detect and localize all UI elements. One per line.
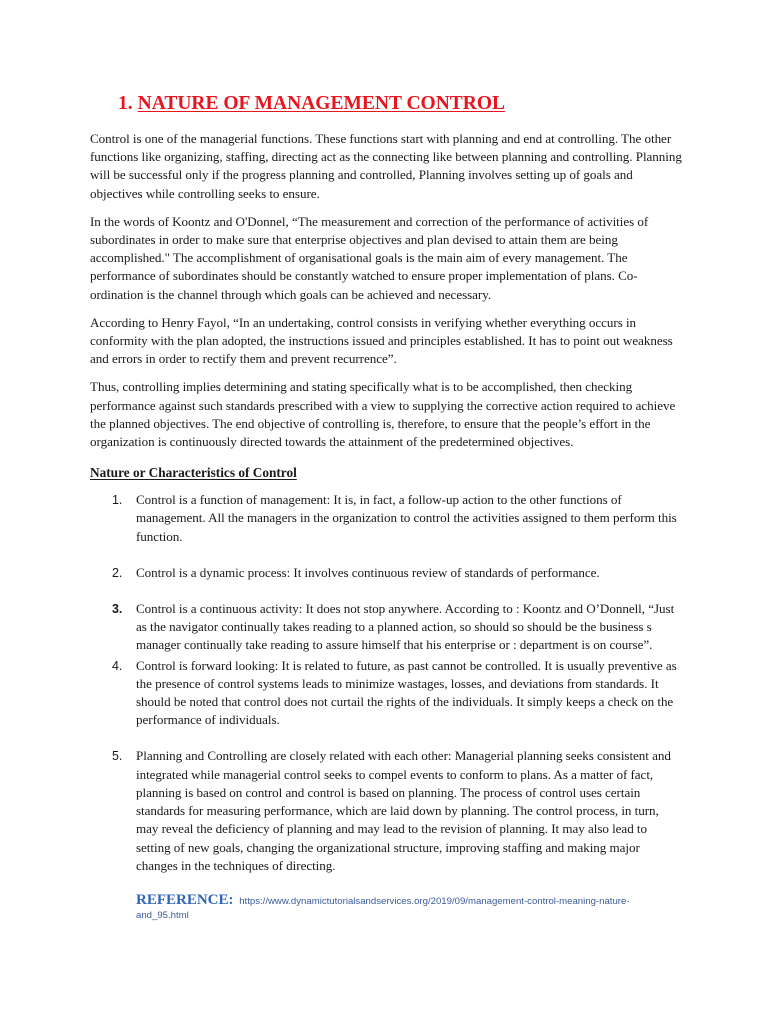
list-item-text: Control is forward looking: It is related to future, as past cannot be controlled. It is usually preventive as the presence of control systems leads to minimize wastages, losses, and deviations from standards. It should be noted that control does not curtail the rights of the individuals. It simply keeps a check on the performance of individuals.: [136, 657, 677, 728]
list-item-number: 4.: [112, 658, 123, 673]
list-item: [90, 564, 682, 582]
list-item: [90, 747, 682, 874]
section-number: 1.: [118, 93, 133, 114]
subheading: Nature or Characteristics of Control: [90, 465, 297, 481]
paragraph-fayol: According to Henry Fayol, “In an undertaking, control consists in verifying whether everything occurs in conformity with the plan adopted, the instructions issued and principles established. It has to point out weakness and errors in order to rectify them and prevent recurrence”.: [90, 314, 673, 367]
paragraph-koontz: In the words of Koontz and O'Donnel, “The measurement and correction of the performance of activities of subordinates in order to make sure that enterprise objectives and plan devised to attain them are being accomplished." The accomplishment of organisational goals is the main aim of every management. The performance of subordinates should be constantly watched to ensure proper implementation of plans. Co-ordination is the channel through which goals can be achieved and necessary.: [90, 213, 649, 302]
list-item-number: 3.: [112, 602, 123, 617]
list-item-text: Control is a dynamic process: It involves continuous review of standards of performance.: [136, 564, 600, 580]
list-item-text: Control is a function of management: It is, in fact, a follow-up action to the other functions of management. All the managers in the organization to control the activities assigned to them perform this function.: [136, 492, 677, 544]
list-item-text: Control is a continuous activity: It does not stop anywhere. According to : Koontz and O’Donnell, “Just as the navigator continually takes reading to a planned action, so should so should be the business s manager continually take reading to assure himself that his enterprise or : department is on course”.: [136, 601, 675, 653]
list-item-number: 2.: [112, 565, 123, 580]
characteristics-list: [90, 491, 682, 875]
list-item: [90, 657, 682, 730]
paragraph-intro: Control is one of the managerial functions. These functions start with planning and end at controlling. The other functions like organizing, staffing, directing act as the connecting like between planning and controlling. Planning will be successful only if the progress planning and controlled, Planning involves setting up of goals and objectives while controlling seeks to ensure.: [90, 131, 682, 201]
section-heading: [118, 92, 682, 116]
list-item: [90, 491, 682, 546]
reference-label: REFERENCE:: [136, 891, 234, 908]
list-item-number: 5.: [112, 749, 123, 764]
list-item-text: Planning and Controlling are closely related with each other: Managerial planning seeks consistent and integrated while managerial control seeks to compel events to conform to plans. As a matter of fact, planning is based on control and control is based on planning. The process of control uses certain standards for measuring performance, which are laid down by planning. The control process, in turn, may reveal the deficiency of planning and may lead to the revision of planning. It may also lead to setting of new goals, changing the organizational structure, improving staffing and making major changes in the techniques of directing.: [136, 748, 671, 873]
reference-link[interactable]: https://www.dynamictutorialsandservices.org/2019/09/management-control-meaning-nature-and_95.html: [136, 895, 630, 921]
paragraph-conclusion: Thus, controlling implies determining and stating specifically what is to be accomplished, then checking performance against such standards prescribed with a view to supplying the corrective action required to achieve the planned objectives. The end objective of controlling is, therefore, to ensure that the people’s effort in the organization is continuously directed towards the attainment of the predetermined objectives.: [90, 379, 676, 450]
list-item: [90, 600, 682, 655]
reference-block: [136, 893, 682, 923]
section-title: NATURE OF MANAGEMENT CONTROL: [137, 93, 506, 114]
list-item-number: 1.: [112, 493, 123, 508]
